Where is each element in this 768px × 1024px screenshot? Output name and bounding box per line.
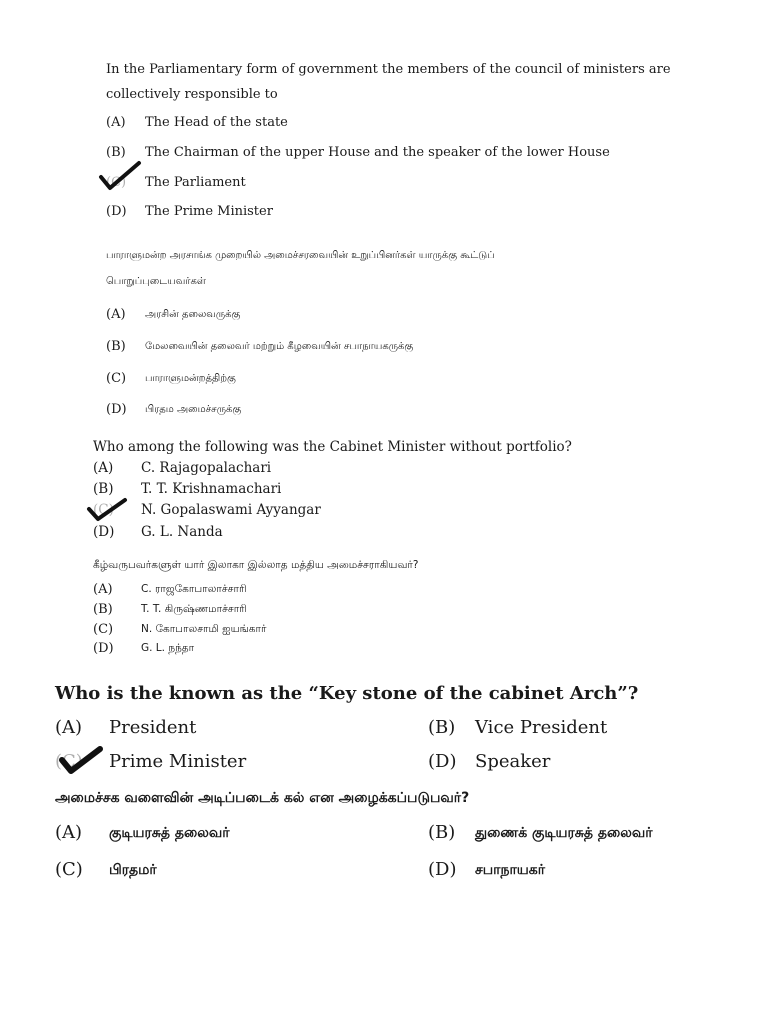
option-text: The Parliament [145,175,246,190]
option-text: The Prime Minister [145,204,273,219]
tamil-option-text: C. ராஜகோபாலாச்சாரி [141,583,247,595]
option-label: (C) [106,371,127,386]
option-label: (C) [55,751,83,772]
option-label: (B) [106,339,126,354]
tamil-option-text: T. T. கிருஷ்ணமாச்சாரி [141,603,247,615]
tamil-question-3: அமைச்சக வளைவின் அடிப்படைக் கல் என அழைக்கப்படுபவர்? [55,790,470,806]
tamil-option-text: பிரதமர் [109,862,157,878]
option-label: (C) [106,175,127,190]
option-label: (D) [106,402,127,417]
option-text: Speaker [475,751,551,772]
option-label: (D) [93,641,114,656]
question-1-text-line-2: collectively responsible to [106,87,278,102]
tamil-option-text: குடியரசுத் தலைவர் [109,825,230,841]
tamil-option-text: அரசின் தலைவருக்கு [145,309,241,320]
option-text: The Chairman of the upper House and the speaker of the lower House [145,145,610,160]
question-3-text: Who is the known as the “Key stone of the cabinet Arch”? [55,683,639,704]
option-label: (B) [93,602,113,617]
tamil-option-text: துணைக் குடியரசுத் தலைவர் [475,825,653,841]
option-label: (A) [55,822,83,843]
checkmark-icon [58,744,104,776]
option-label: (C) [55,859,83,880]
option-label: (B) [93,481,114,497]
question-2-text: Who among the following was the Cabinet Minister without portfolio? [93,439,572,455]
tamil-option-text: பாராளுமன்றத்திற்கு [145,373,236,384]
checkmark-icon [86,496,128,524]
option-label: (B) [428,822,456,843]
option-text: The Head of the state [145,115,288,130]
option-text: G. L. Nanda [141,524,223,540]
tamil-question-2: கீழ்வருபவர்களுள் யார் இலாகா இல்லாத மத்திய அமைச்சராகியவர்? [93,559,419,571]
option-label: (D) [428,859,457,880]
tamil-option-text: சபாநாயகர் [475,862,546,878]
option-label: (A) [93,582,113,597]
tamil-option-text: G. L. நந்தா [141,642,195,654]
option-label: (D) [93,524,115,540]
tamil-option-text: N. கோபாலசாமி ஐயங்கார் [141,623,267,635]
option-text: Vice President [475,717,608,738]
option-label: (C) [93,502,114,518]
option-label: (A) [55,717,83,738]
option-label: (A) [106,115,126,130]
option-text: President [109,717,197,738]
option-text: T. T. Krishnamachari [141,481,282,497]
tamil-question-1-line-2: பொறுப்புடையவர்கள் [106,276,206,287]
option-text: C. Rajagopalachari [141,460,272,476]
tamil-option-text: பிரதம அமைச்சருக்கு [145,404,242,415]
option-label: (D) [106,204,127,219]
option-label: (B) [428,717,456,738]
checkmark-icon [98,160,142,194]
option-label: (B) [106,145,126,160]
option-label: (A) [93,460,114,476]
option-label: (C) [93,622,114,637]
option-text: N. Gopalaswami Ayyangar [141,502,321,518]
tamil-question-1-line-1: பாராளுமன்ற அரசாங்க முறையில் அமைச்சரவையின் உறுப்பினர்கள் யாருக்கு கூட்டுப் [106,250,495,261]
tamil-option-text: மேலவையின் தலைவர் மற்றும் கீழவையின் சபாநாயகருக்கு [145,341,414,352]
option-label: (D) [428,751,457,772]
option-text: Prime Minister [109,751,247,772]
question-1-text-line-1: In the Parliamentary form of government the members of the council of ministers are [106,62,671,77]
option-label: (A) [106,307,126,322]
